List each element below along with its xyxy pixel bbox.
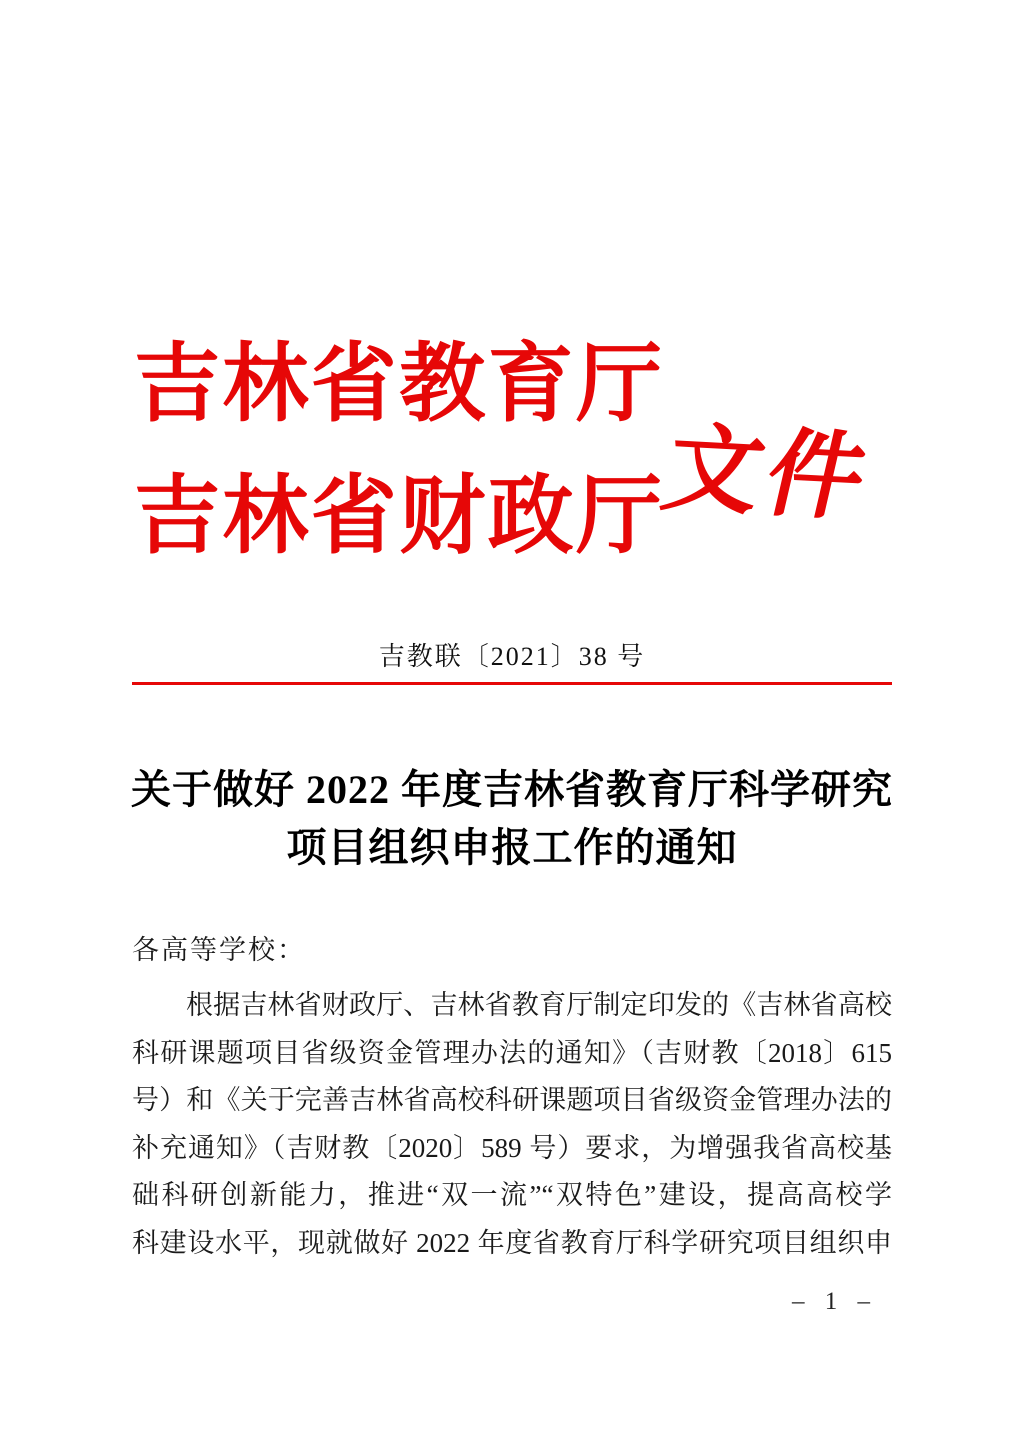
document-title xyxy=(0,761,1024,877)
document-number: 吉教联〔2021〕38 号 xyxy=(378,642,646,671)
body-line: 补充通知》（吉财教〔2020〕589 号）要求，为增强我省高校基 xyxy=(132,1132,892,1163)
org-name-line-2: 吉林省财政厅 xyxy=(134,468,662,564)
body-line: 科研课题项目省级资金管理办法的通知》（吉财教〔2018〕615 xyxy=(132,1037,892,1068)
body-line: 础科研创新能力，推进“双一流”“双特色”建设，提高高校学 xyxy=(132,1180,892,1210)
letterhead xyxy=(134,318,662,582)
red-divider-line xyxy=(132,682,892,685)
org-name-line-1: 吉林省教育厅 xyxy=(134,336,662,432)
salutation: 各高等学校： xyxy=(132,935,306,965)
body-line: 号）和《关于完善吉林省高校科研课题项目省级资金管理办法的 xyxy=(132,1085,892,1115)
page-number: – 1 – xyxy=(792,1288,872,1315)
body-paragraph xyxy=(132,982,892,1267)
body-line: 根据吉林省财政厅、吉林省教育厅制定印发的《吉林省高校 xyxy=(186,990,892,1020)
document-type-label: 文件 xyxy=(653,415,883,533)
body-line: 科建设水平，现就做好 2022 年度省教育厅科学研究项目组织申 xyxy=(132,1227,892,1258)
document-title-line-1: 关于做好 2022 年度吉林省教育厅科学研究 xyxy=(131,767,893,812)
document-title-line-2: 项目组织申报工作的通知 xyxy=(286,825,738,870)
